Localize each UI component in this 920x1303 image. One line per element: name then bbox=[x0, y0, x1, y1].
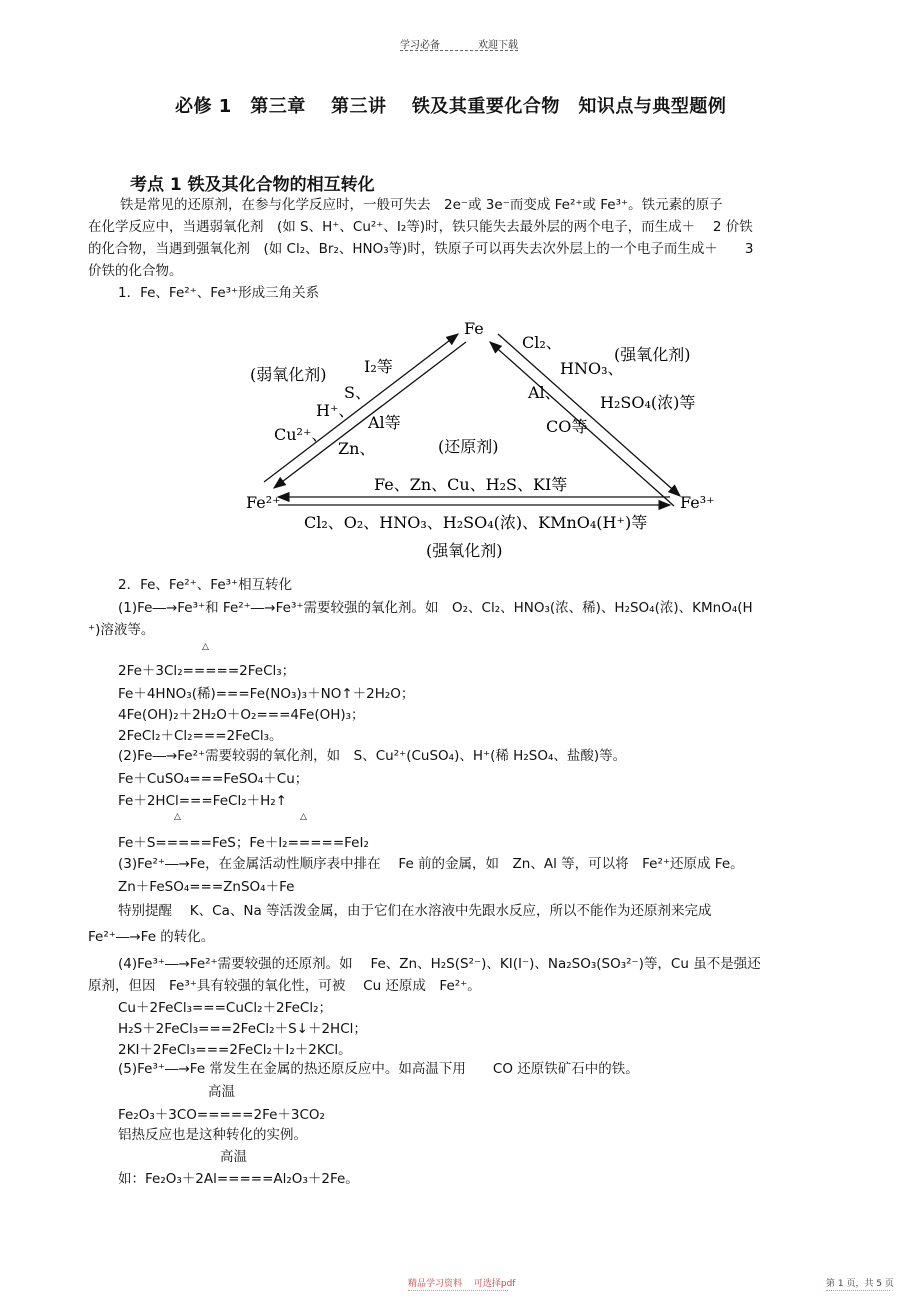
equation: 2FeCl₂＋Cl₂===2FeCl₃。 bbox=[118, 728, 283, 744]
node-fe3: Fe³⁺ bbox=[680, 493, 715, 512]
thermite-note: 铝热反应也是这种转化的实例。 bbox=[118, 1127, 307, 1143]
case-3-text: (3)Fe²⁺―→Fe，在金属活动性顺序表中排在 Fe 前的金属，如 Zn、Al 等，可以将 Fe²⁺还原成 Fe。 bbox=[118, 856, 744, 872]
footer-dots-right bbox=[826, 1290, 890, 1291]
label-co: CO等 bbox=[546, 417, 588, 436]
label-zn-left: Zn、 bbox=[338, 439, 376, 458]
special-note-cont: Fe²⁺―→Fe 的转化。 bbox=[88, 929, 215, 945]
equation: 如：Fe₂O₃＋2Al=====Al₂O₃＋2Fe。 bbox=[118, 1171, 359, 1187]
label-i2: I₂等 bbox=[364, 357, 393, 376]
section-title: 考点 1 铁及其化合物的相互转化 bbox=[130, 175, 375, 195]
intro-line-2: 在化学反应中，当遇弱氧化剂 (如 S、H⁺、Cu²⁺、I₂等)时，铁只能失去最外层的两个电子，而生成＋ 2 价铁 bbox=[88, 219, 753, 235]
item-1-heading: 1．Fe、Fe²⁺、Fe³⁺形成三角关系 bbox=[118, 285, 320, 301]
high-temp-condition: 高温 bbox=[208, 1084, 235, 1100]
label-strong-oxidant-bottom: (强氧化剂) bbox=[426, 541, 503, 560]
footer-left: 精品学习资料 可选择pdf bbox=[408, 1279, 516, 1289]
label-al-right: Al、 bbox=[528, 383, 561, 402]
equation: Fe₂O₃＋3CO=====2Fe＋3CO₂ bbox=[118, 1107, 325, 1123]
equation: Fe＋CuSO₄===FeSO₄＋Cu； bbox=[118, 771, 309, 787]
equation: Fe＋2HCl===FeCl₂＋H₂↑ bbox=[118, 793, 287, 809]
header-right: 欢迎下载 bbox=[478, 40, 518, 51]
label-h2so4-right: H₂SO₄(浓)等 bbox=[600, 393, 696, 412]
label-al-left: Al等 bbox=[368, 413, 401, 432]
case-5-text: (5)Fe³⁺―→Fe 常发生在金属的热还原反应中。如高温下用 CO 还原铁矿石中的铁。 bbox=[118, 1061, 639, 1077]
equation: Fe＋4HNO₃(稀)===Fe(NO₃)₃＋NO↑＋2H₂O； bbox=[118, 686, 415, 702]
equation: H₂S＋2FeCl₃===2FeCl₂＋S↓＋2HCl； bbox=[118, 1021, 367, 1037]
case-4-text-cont: 原剂，但因 Fe³⁺具有较强的氧化性，可被 Cu 还原成 Fe²⁺。 bbox=[88, 978, 481, 994]
case-2-text: (2)Fe―→Fe²⁺需要较弱的氧化剂，如 S、Cu²⁺(CuSO₄)、H⁺(稀 H₂SO₄、盐酸)等。 bbox=[118, 748, 627, 764]
node-fe2: Fe²⁺ bbox=[246, 493, 281, 512]
label-bottom-oxidants: Cl₂、O₂、HNO₃、H₂SO₄(浓)、KMnO₄(H⁺)等 bbox=[304, 513, 648, 532]
footer-page-number: 第 1 页，共 5 页 bbox=[826, 1279, 894, 1289]
special-note: 特别提醒 K、Ca、Na 等活泼金属，由于它们在水溶液中先跟水反应，所以不能作为还原剂来完成 bbox=[118, 903, 712, 919]
case-1-text-cont: ⁺)溶液等。 bbox=[88, 622, 155, 638]
arrow-fe2-to-fe bbox=[264, 334, 458, 482]
label-s: S、 bbox=[344, 383, 371, 402]
case-4-text: (4)Fe³⁺―→Fe²⁺需要较强的还原剂。如 Fe、Zn、H₂S(S²⁻)、KI(I⁻)、Na₂SO₃(SO₃²⁻)等，Cu 虽不是强还 bbox=[118, 956, 761, 972]
page-title: 必修 1 第三章 第三讲 铁及其重要化合物 知识点与典型题例 bbox=[175, 96, 727, 117]
node-fe: Fe bbox=[464, 319, 484, 338]
label-h: H⁺、 bbox=[316, 401, 355, 420]
heat-condition: △ bbox=[300, 812, 307, 822]
label-weak-oxidant: (弱氧化剂) bbox=[250, 365, 327, 384]
intro-line-3: 的化合物，当遇到强氧化剂 (如 Cl₂、Br₂、HNO₃等)时，铁原子可以再失去次外层上的一个电子而生成＋ 3 bbox=[88, 241, 754, 257]
equation: Fe＋S=====FeS；Fe＋I₂=====FeI₂ bbox=[118, 835, 369, 851]
equation: 2KI＋2FeCl₃===2FeCl₂＋I₂＋2KCl。 bbox=[118, 1042, 352, 1058]
case-1-text: (1)Fe―→Fe³⁺和 Fe²⁺―→Fe³⁺需要较强的氧化剂。如 O₂、Cl₂、HNO₃(浓、稀)、H₂SO₄(浓)、KMnO₄(H bbox=[118, 600, 753, 616]
label-bottom-reductants: Fe、Zn、Cu、H₂S、KI等 bbox=[374, 475, 568, 494]
item-2-heading: 2．Fe、Fe²⁺、Fe³⁺相互转化 bbox=[118, 577, 293, 593]
intro-line-4: 价铁的化合物。 bbox=[88, 263, 183, 279]
equation: Zn＋FeSO₄===ZnSO₄＋Fe bbox=[118, 879, 295, 895]
label-cu2: Cu²⁺、 bbox=[274, 425, 328, 444]
heat-condition: △ bbox=[202, 642, 209, 652]
intro-line-1: 铁是常见的还原剂，在参与化学反应时，一般可失去 2e⁻或 3e⁻而变成 Fe²⁺或 Fe³⁺。铁元素的原子 bbox=[120, 197, 723, 213]
equation: 2Fe＋3Cl₂=====2FeCl₃； bbox=[118, 663, 296, 679]
high-temp-condition: 高温 bbox=[220, 1149, 247, 1165]
label-cl2-right: Cl₂、 bbox=[522, 333, 562, 352]
label-strong-oxidant-right: (强氧化剂) bbox=[614, 345, 691, 364]
equation: Cu＋2FeCl₃===CuCl₂＋2FeCl₂； bbox=[118, 1000, 333, 1016]
footer-dots-left bbox=[408, 1290, 508, 1291]
label-reductant: (还原剂) bbox=[438, 437, 499, 456]
header-left: 学习必备 bbox=[400, 40, 440, 51]
heat-condition: △ bbox=[174, 812, 181, 822]
equation: 4Fe(OH)₂＋2H₂O＋O₂===4Fe(OH)₃； bbox=[118, 707, 365, 723]
header-divider bbox=[400, 50, 518, 51]
label-hno3-right: HNO₃、 bbox=[560, 359, 624, 378]
iron-triangle-diagram bbox=[230, 312, 730, 562]
